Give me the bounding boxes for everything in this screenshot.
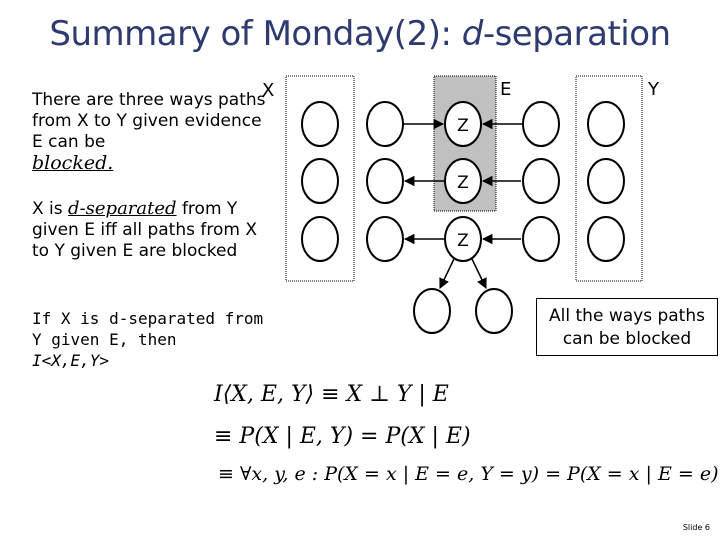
blocked-word: blocked. xyxy=(32,152,114,174)
slide-number: Slide 6 xyxy=(682,523,710,532)
callout-text: All the ways paths can be blocked xyxy=(549,306,705,349)
callout-box xyxy=(536,298,718,356)
p2-prefix: X is xyxy=(32,199,69,219)
paragraph-three-ways-text: There are three ways paths from X to Y given evidence E can be xyxy=(32,90,266,152)
formula-1: I⟨X, E, Y⟩ ≡ X ⊥ Y | E xyxy=(214,382,449,407)
node-z-1-label: Z xyxy=(457,116,469,136)
edge-z3-desc1 xyxy=(440,259,454,288)
node-desc-2 xyxy=(476,289,512,333)
node-left-2 xyxy=(367,159,403,203)
edge-z3-desc2 xyxy=(472,259,486,288)
node-right-2 xyxy=(523,159,559,203)
node-y-2 xyxy=(588,159,624,203)
node-y-1 xyxy=(588,102,624,146)
node-x-3 xyxy=(302,217,338,261)
label-x: X xyxy=(262,80,275,101)
title-main: Summary of Monday(2): xyxy=(49,14,462,54)
node-desc-1 xyxy=(414,289,450,333)
node-z-2 xyxy=(445,159,481,203)
d-separated-term: d-separated xyxy=(68,198,177,219)
node-left-1 xyxy=(367,102,403,146)
node-right-3 xyxy=(523,217,559,261)
p3-expr: I<X,E,Y> xyxy=(32,351,110,370)
p3-text: If X is d-separated from Y given E, then xyxy=(32,309,264,349)
node-z-2-label: Z xyxy=(457,173,469,193)
node-x-2 xyxy=(302,159,338,203)
node-left-3 xyxy=(367,217,403,261)
label-e: E xyxy=(500,79,512,100)
node-right-1 xyxy=(523,102,559,146)
node-z-1 xyxy=(445,102,481,146)
node-z-3-label: Z xyxy=(457,231,469,251)
node-z-3 xyxy=(445,217,481,261)
formula-3: ≡ ∀x, y, e : P(X = x | E = e, Y = y) = P(X = x | E = e) xyxy=(218,463,719,485)
title-italic-d: d xyxy=(461,14,483,54)
node-y-3 xyxy=(588,217,624,261)
node-x-1 xyxy=(302,102,338,146)
formula-2: ≡ P(X | E, Y) = P(X | E) xyxy=(214,424,471,449)
label-y: Y xyxy=(648,79,659,100)
title-rest: -separation xyxy=(482,14,671,54)
p2-suffix: from Y given E iff all paths from X to Y given E are blocked xyxy=(32,199,257,261)
